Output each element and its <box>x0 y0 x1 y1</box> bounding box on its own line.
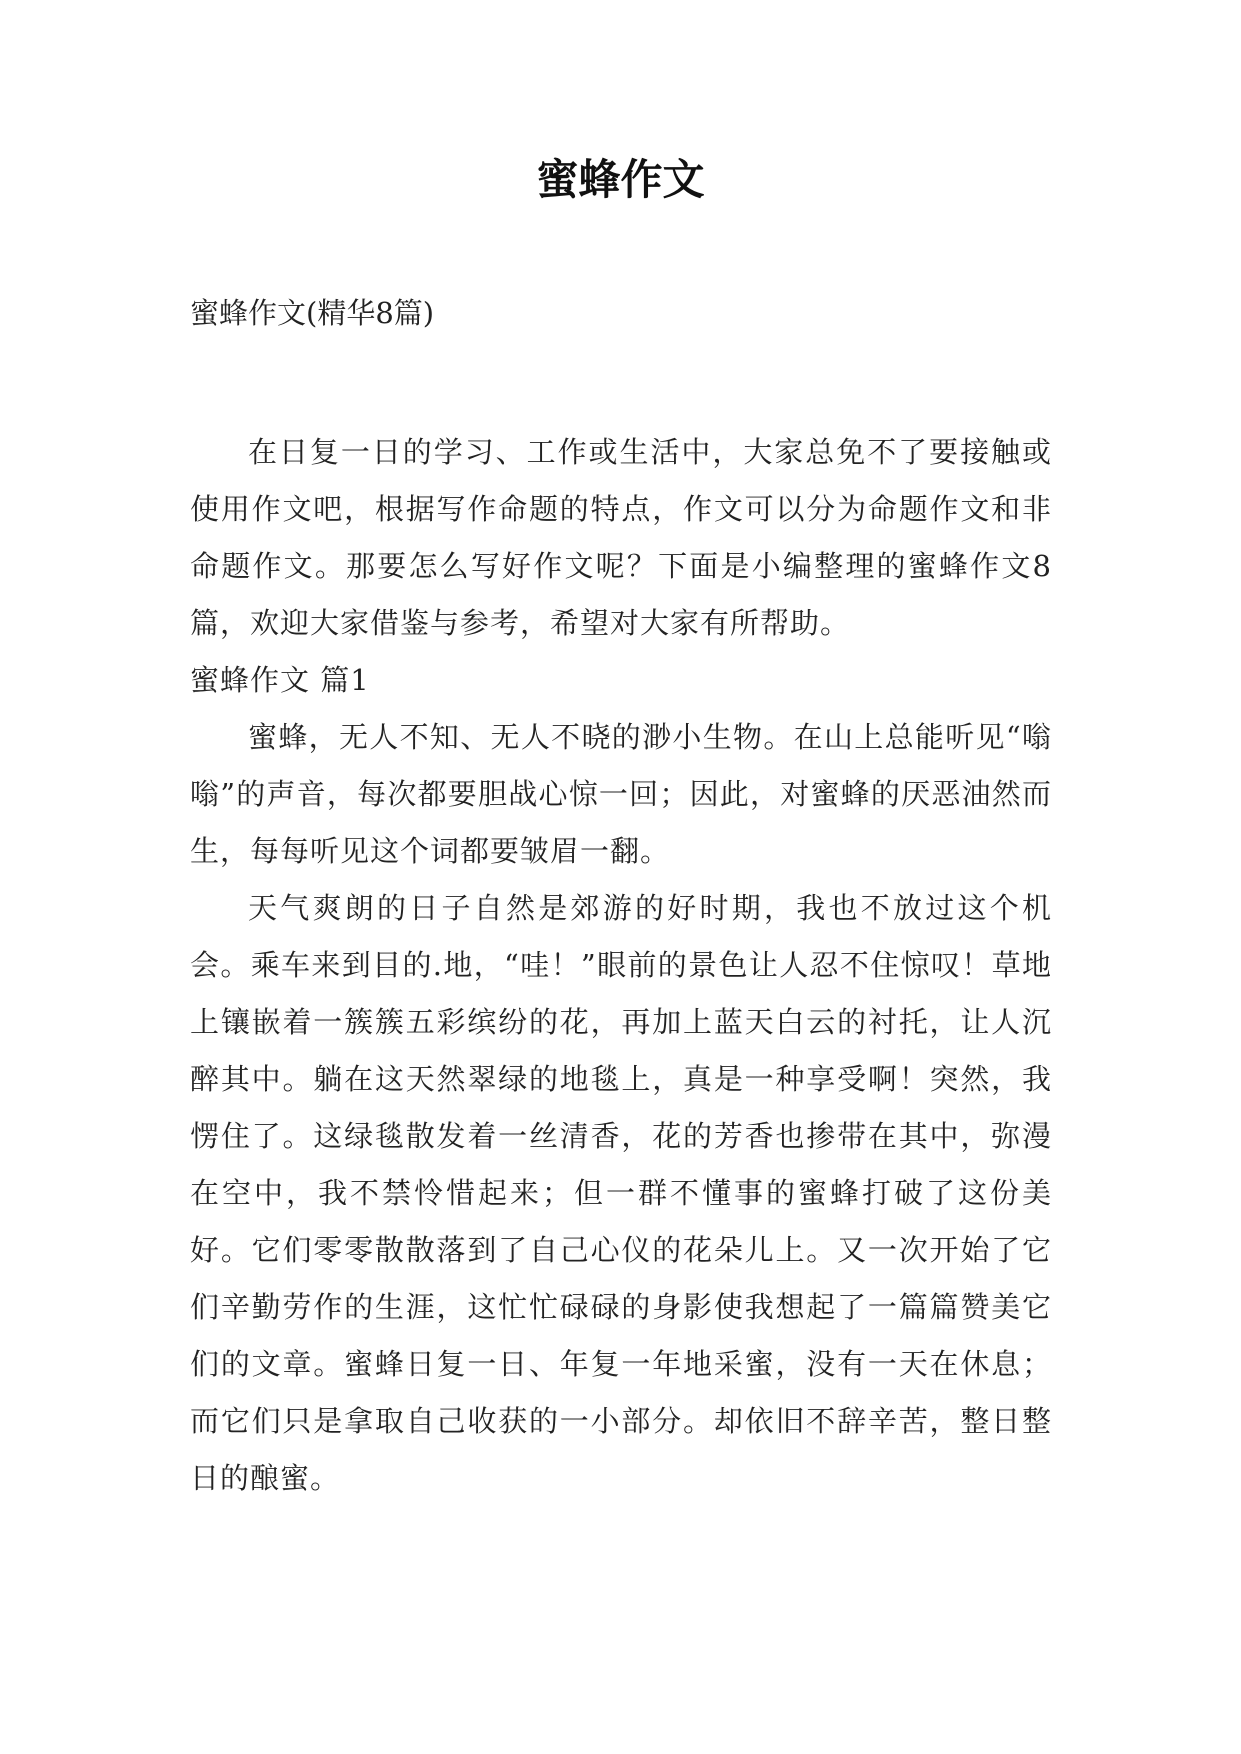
intro-paragraph: 在日复一日的学习、工作或生活中，大家总免不了要接触或使用作文吧，根据写作命题的特点，作文可以分为命题作文和非命题作文。那要怎么写好作文呢？下面是小编整理的蜜蜂作文8篇，欢迎大家借鉴与参考，希望对大家有所帮助。 <box>190 435 1052 640</box>
section-heading: 蜜蜂作文 篇1 <box>190 663 370 697</box>
document-title: 蜜蜂作文 <box>536 155 705 204</box>
body-paragraph-1: 蜜蜂，无人不知、无人不晓的渺小生物。在山上总能听见“嗡嗡”的声音，每次都要胆战心惊一回；因此，对蜜蜂的厌恶油然而生，每每听见这个词都要皱眉一翻。 <box>190 720 1052 868</box>
document-body <box>190 286 1052 1507</box>
spacer <box>190 340 1052 424</box>
body-paragraph-2: 天气爽朗的日子自然是郊游的好时期，我也不放过这个机会。乘车来到目的.地，“哇！”眼前的景色让人忍不住惊叹！草地上镶嵌着一簇簇五彩缤纷的花，再加上蓝天白云的衬托，让人沉醉其中。躺在这天然翠绿的地毯上，真是一种享受啊！突然，我愣住了。这绿毯散发着一丝清香，花的芳香也掺带在其中，弥漫在空中，我不禁怜惜起来；但一群不懂事的蜜蜂打破了这份美好。它们零零散散落到了自己心仪的花朵儿上。又一次开始了它们辛勤劳作的生涯，这忙忙碌碌的身影使我想起了一篇篇赞美它们的文章。蜜蜂日复一日、年复一年地采蜜，没有一天在休息；而它们只是拿取自己收获的一小部分。却依旧不辞辛苦，整日整日的酿蜜。 <box>190 891 1052 1495</box>
document-subtitle: 蜜蜂作文(精华8篇) <box>190 296 435 330</box>
